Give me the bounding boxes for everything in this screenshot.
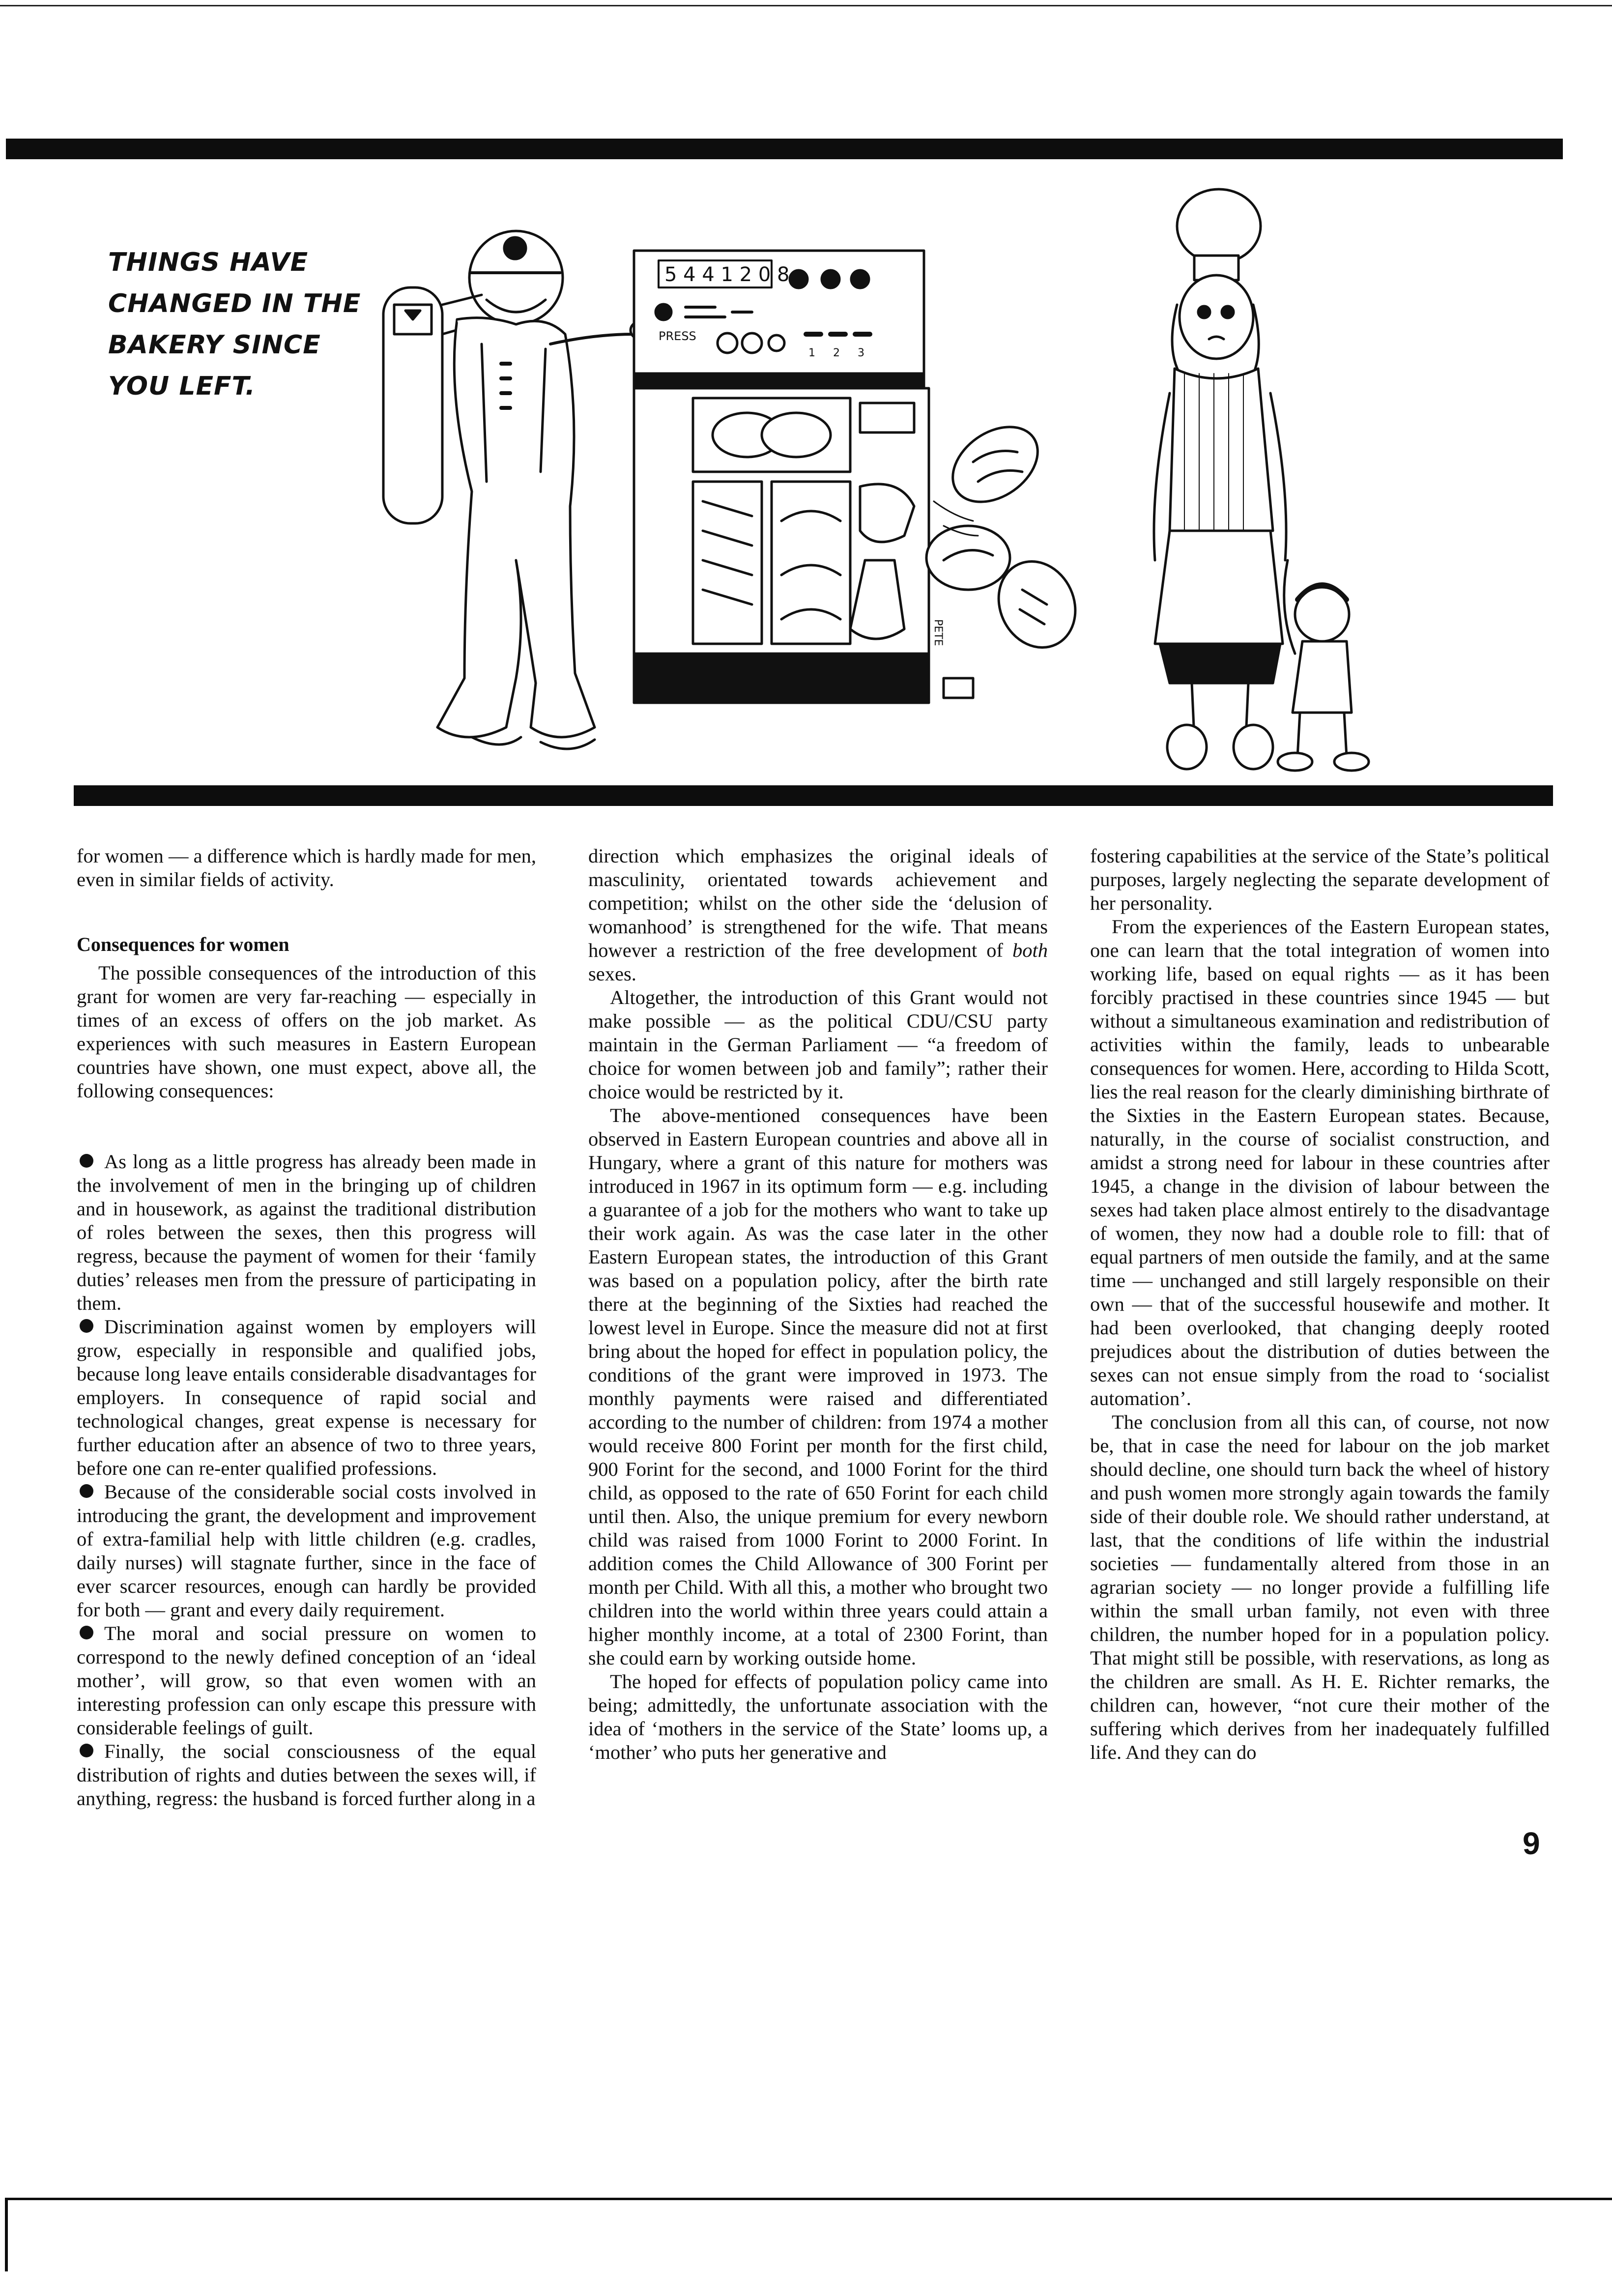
column3-paragraph: From the experiences of the Eastern European states, one can learn that the total integration of women into working life, based on equal rights — as it has been forcibly practised in these countries since 1945 — but without a simultaneous examination and redistribution of activities within the family, leads to unbearable consequences for women. Here, according to Hilda Scott, lies the real reason for the clearly diminishing birthrate of the Sixties in the Eastern European states. Because, naturally, in the course of socialist construction, and amidst a strong need for labour in these countries after 1945, a change in the division of labour between the sexes had taken place almost entirely to the disadvantage of women, they now had a double role to fill: that of equal partners of men outside the family, and at the same time — unchanged and still largely responsible on their own — that of the successful housewife and mother. It had been overlooked, that changing deeply rooted prejudices about the distribution of duties between the sexes can not ensue simply from the road to ‘socialist automation’. bbox=[1090, 916, 1550, 1409]
column2-paragraph bbox=[588, 844, 1048, 986]
dial-label: 2 bbox=[833, 347, 840, 359]
bullet-text: Because of the considerable social costs involved in introducing the grant, the development and improvement of extra-familial help with little children (e.g. cradles, daily nurses) will stagnate further, since in the face of ever scarcer resources, enough can hardly be provided for both — grant and every daily requirement. bbox=[77, 1481, 536, 1621]
bullet-item bbox=[77, 1622, 536, 1740]
cartoon-caption bbox=[108, 242, 364, 407]
press-label: PRESS bbox=[659, 329, 696, 343]
column-2 bbox=[588, 844, 1048, 1764]
woman-figure bbox=[1154, 189, 1286, 769]
machine-digit-display: 5 4 4 1 2 0 8 bbox=[664, 263, 790, 286]
column2-paragraph: The hoped for effects of population policy came into being; admittedly, the unfortunate association with the idea of ‘mothers in the service of the State’ looms up, a ‘mother’ who puts her generative and bbox=[588, 1670, 1048, 1763]
top-black-rule bbox=[6, 139, 1563, 159]
column-1 bbox=[77, 844, 536, 1810]
column1-intro: for women — a difference which is hardly made for men, even in similar fields of activity. bbox=[77, 845, 536, 890]
text-run: direction which emphasizes the original ideals of masculinity, orientated towards achievement and competition; whilst on the other side the ‘delusion of womanhood’ is strengthened for the wife. That means however a restriction of the free development of bbox=[588, 845, 1048, 961]
bullet-dot bbox=[80, 1319, 93, 1333]
bullet-dot bbox=[80, 1484, 93, 1498]
emphasis-text: both bbox=[1012, 939, 1048, 961]
column2-paragraph: Altogether, the introduction of this Grant would not make possible — as the political CDU/CSU party maintain in the German Parliament — “a freedom of choice for women between job and family”; rather their choice would be restricted by it. bbox=[588, 986, 1048, 1103]
astronaut-figure bbox=[383, 231, 662, 749]
artist-signature: PETE bbox=[932, 619, 944, 646]
middle-black-rule bbox=[74, 785, 1553, 806]
bullet-dot bbox=[80, 1744, 93, 1757]
column2-paragraph: The above-mentioned consequences have been observed in Eastern European countries and above all in Hungary, where a grant of this nature for mothers was introduced in 1967 in its optimum form — e.g. including a guarantee of a job for the mothers who want to take up their work again. As was the case later in the other Eastern European states, the introduction of this Grant was based on a population policy, after the birth rate there at the beginning of the Sixties had reached the lowest level in Europe. Since the measure did not at first bring about the hoped for effect in population policy, the conditions of the grant were improved in 1973. The monthly payments were raised and differentiated according to the number of children: from 1974 a mother would receive 800 Forint per month for the first child, 900 Forint for the second, and 1000 Forint for the third child, as opposed to the rate of 650 Forint for each child until then. Also, the unique premium for every newborn child was raised from 1000 Forint to 2000 Forint. In addition comes the Child Allowance of 300 Forint per month per Child. With all this, a mother who brought two children into the world within three years could attain a higher monthly income, at a total of 2300 Forint, than she could earn by working outside home. bbox=[588, 1104, 1048, 1669]
dial-label: 3 bbox=[858, 347, 864, 359]
caption-line: THINGS HAVE bbox=[108, 248, 309, 277]
bottom-corner-mark bbox=[5, 2198, 8, 2271]
bullet-item bbox=[77, 1150, 536, 1315]
dial-label: 1 bbox=[808, 347, 815, 359]
section-heading: Consequences for women bbox=[77, 933, 289, 955]
caption-line: BAKERY SINCE bbox=[108, 330, 321, 360]
column3-paragraph: fostering capabilities at the service of the State’s political purposes, largely neglecting the separate development of her personality. bbox=[1090, 845, 1550, 914]
text-run: sexes. bbox=[588, 963, 636, 985]
spacer bbox=[77, 1103, 536, 1150]
bullet-item bbox=[77, 1480, 536, 1622]
page-number: 9 bbox=[1523, 1826, 1540, 1861]
bottom-rule bbox=[5, 2198, 1612, 2200]
bullet-item bbox=[77, 1315, 536, 1480]
caption-line: CHANGED IN THE bbox=[108, 289, 361, 318]
flying-bread-loaves bbox=[926, 411, 1089, 660]
bakery-cartoon-illustration bbox=[339, 187, 1396, 786]
bullet-dot bbox=[80, 1626, 93, 1639]
bullet-dot bbox=[80, 1154, 93, 1168]
bullet-text: The moral and social pressure on women to correspond to the newly defined conception of an ‘ideal mother’, will grow, so that even women with an interesting profession can only escape this pressure with considerable feelings of guilt. bbox=[77, 1622, 536, 1739]
bullet-text: Discrimination against women by employers will grow, especially in responsible and qualified jobs, because long leave entails considerable disadvantages for employers. In consequence of rapid social and technological changes, great expense is necessary for further education after an absence of two to three years, before one can re-enter qualified professions. bbox=[77, 1316, 536, 1479]
column-3 bbox=[1090, 844, 1550, 1764]
bullet-text: Finally, the social consciousness of the equal distribution of rights and duties between the sexes will, if anything, regress: the husband is forced further along in a bbox=[77, 1740, 536, 1809]
caption-line: YOU LEFT. bbox=[108, 372, 256, 401]
bullet-text: As long as a little progress has already been made in the involvement of men in the bringing up of children and in housework, as against the traditional distribution of roles between the sexes, then this progress will regress, because the payment of women for their ‘family duties’ releases men from the pressure of participating in them. bbox=[77, 1150, 536, 1314]
column1-lead: The possible consequences of the introduction of this grant for women are very far-reaching — especially in times of an excess of offers on the job market. As experiences with such measures in Eastern European countries have shown, one must expect, above all, the following consequences: bbox=[77, 962, 536, 1102]
bakery-machine bbox=[634, 251, 973, 703]
top-edge-line bbox=[0, 5, 1612, 6]
bullet-item bbox=[77, 1740, 536, 1810]
child-figure bbox=[1278, 560, 1369, 771]
column3-paragraph: The conclusion from all this can, of course, not now be, that in case the need for labour on the job market should decline, one should turn back the wheel of history and push women more strongly again towards the family side of their double role. We should rather understand, at last, that the conditions of life within the industrial societies — fundamentally altered from those in an agrarian society — no longer provide a fulfilling life within the small urban family, not even with three children, the number hoped for in a population policy. That might still be possible, with reservations, as long as the children are small. As H. E. Richter remarks, the children can, however, “not cure their mother of the suffering which derives from her inadequately fulfilled life. And they can do bbox=[1090, 1411, 1550, 1763]
